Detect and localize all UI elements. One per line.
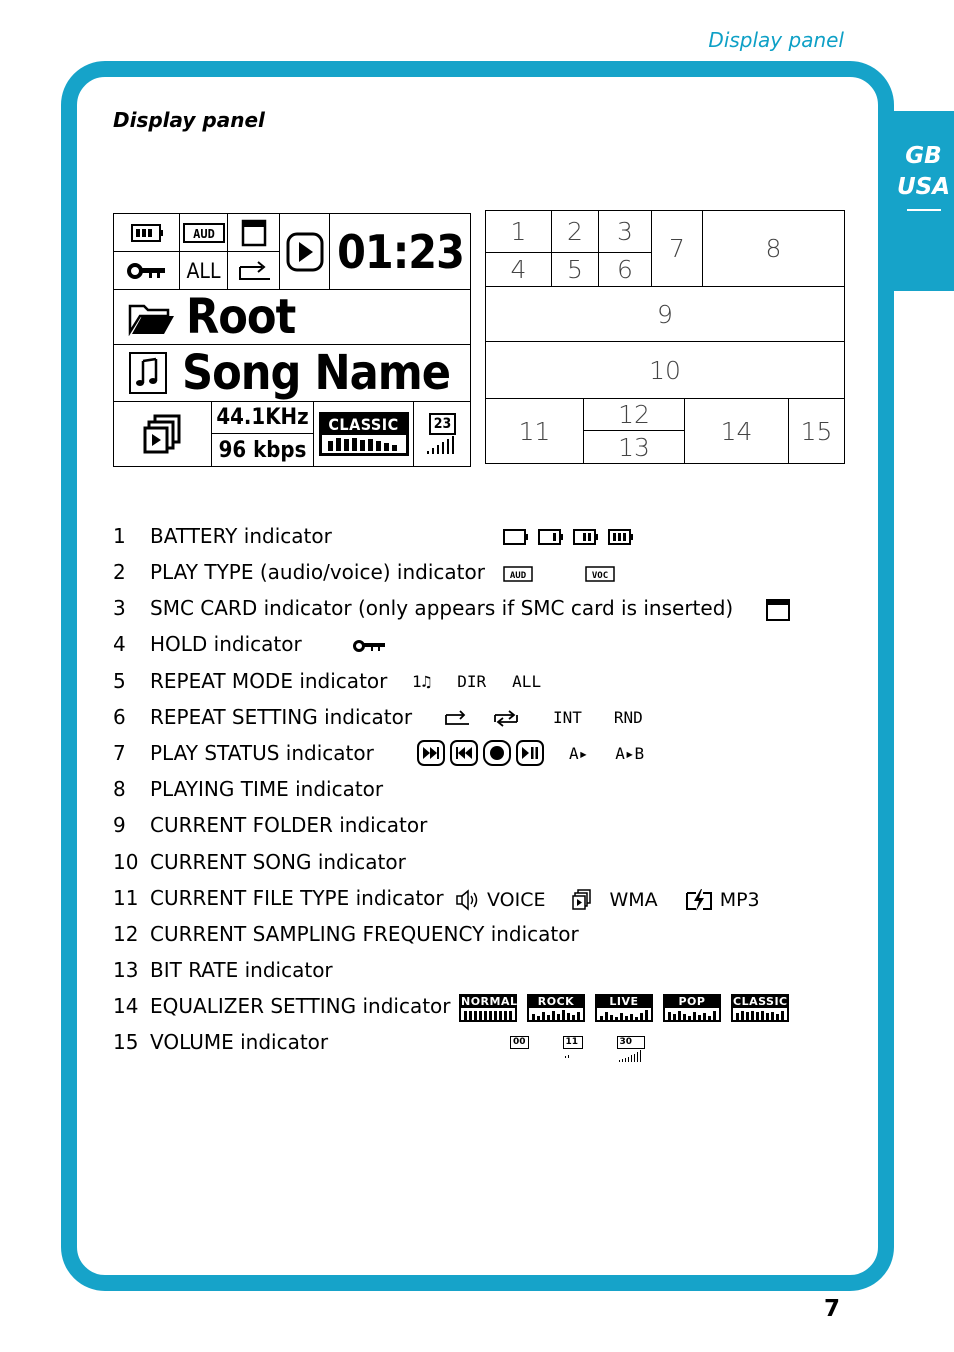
voice-label: VOICE bbox=[487, 889, 546, 911]
volume-indicator bbox=[414, 402, 471, 466]
volume-11-icon: 11 bbox=[563, 1036, 583, 1059]
mp3-file-icon bbox=[684, 887, 714, 913]
battery-full-icon bbox=[608, 528, 634, 546]
bit-rate: 96 kbps bbox=[212, 434, 314, 466]
music-note-icon bbox=[128, 351, 168, 395]
mp3-label: MP3 bbox=[719, 889, 760, 911]
wma-label: WMA bbox=[609, 889, 658, 911]
volume-30-icon: 30 bbox=[617, 1036, 645, 1063]
list-item: 10 CURRENT SONG indicator bbox=[113, 850, 406, 874]
legend-grid bbox=[485, 210, 845, 464]
list-item: 2 PLAY TYPE (audio/voice) indicator bbox=[113, 560, 485, 584]
repeat-setting-options bbox=[443, 708, 643, 727]
play-pause-icon bbox=[516, 740, 544, 766]
voice-speaker-icon bbox=[455, 888, 481, 912]
smc-card-icon bbox=[228, 214, 280, 252]
equalizer-classic bbox=[314, 402, 414, 466]
repeat-setting-icon bbox=[228, 252, 280, 290]
song-row bbox=[114, 345, 471, 402]
list-item: 4 HOLD indicator bbox=[113, 632, 302, 656]
grid-cell-14: 14 bbox=[685, 399, 789, 463]
repeat-arrow-icon bbox=[443, 709, 471, 727]
grid-cell-2: 2 bbox=[552, 211, 599, 253]
volume-value: 23 bbox=[429, 413, 457, 435]
svg-text:AUD: AUD bbox=[192, 226, 215, 241]
aud-icon bbox=[180, 214, 228, 252]
record-icon bbox=[483, 740, 511, 766]
battery-levels bbox=[503, 528, 634, 546]
rewind-icon bbox=[450, 740, 478, 766]
list-item: 1 BATTERY indicator bbox=[113, 524, 332, 548]
repeat-random-icon: RND bbox=[613, 708, 643, 727]
grid-cell-7: 7 bbox=[652, 211, 703, 287]
tab-underline bbox=[907, 209, 941, 211]
section-title: Display panel bbox=[113, 108, 265, 132]
grid-cell-13: 13 bbox=[584, 431, 685, 463]
play-status-options bbox=[417, 740, 644, 766]
repeat-mode-all: ALL bbox=[180, 252, 228, 290]
volume-levels bbox=[510, 1036, 645, 1063]
play-status-icon bbox=[280, 214, 330, 290]
grid-cell-3: 3 bbox=[599, 211, 652, 253]
language-usa: USA bbox=[896, 174, 951, 200]
hold-indicator bbox=[353, 638, 387, 654]
list-item: 15 VOLUME indicator bbox=[113, 1030, 329, 1054]
grid-cell-11: 11 bbox=[486, 399, 584, 463]
eq-classic-icon: CLASSIC bbox=[731, 994, 789, 1022]
battery-mid-icon bbox=[573, 528, 599, 546]
battery-empty-icon bbox=[503, 528, 529, 546]
aud-icon bbox=[503, 566, 533, 582]
repeat-dir-icon: DIR bbox=[457, 672, 487, 691]
list-item: 8 PLAYING TIME indicator bbox=[113, 777, 384, 801]
svg-text:VOC: VOC bbox=[591, 571, 609, 581]
grid-cell-4: 4 bbox=[486, 253, 552, 287]
eq-normal-icon: NORMAL bbox=[459, 994, 517, 1022]
repeat-loop-icon bbox=[491, 709, 521, 727]
repeat-ab-icon: A▸B bbox=[615, 743, 645, 763]
grid-cell-9: 9 bbox=[486, 287, 844, 342]
file-type-options bbox=[455, 887, 760, 913]
folder-row bbox=[114, 290, 471, 345]
current-folder: Root bbox=[186, 289, 296, 345]
repeat-all-icon: ALL bbox=[512, 672, 542, 691]
current-song: Song Name bbox=[182, 345, 451, 401]
fast-forward-icon bbox=[417, 740, 445, 766]
file-type-icon bbox=[114, 402, 212, 466]
repeat-a-icon: A▸ bbox=[569, 743, 589, 763]
language-gb: GB bbox=[905, 143, 942, 169]
list-item: 9 CURRENT FOLDER indicator bbox=[113, 813, 428, 837]
grid-cell-6: 6 bbox=[599, 253, 652, 287]
eq-badge: CLASSIC bbox=[319, 412, 409, 456]
eq-live-icon: LIVE bbox=[595, 994, 653, 1022]
volume-00-icon: 00 bbox=[510, 1036, 529, 1049]
smc-card-icon bbox=[765, 598, 791, 622]
repeat-intro-icon: INT bbox=[553, 708, 582, 727]
page-number: 7 bbox=[824, 1296, 841, 1322]
hold-key-icon bbox=[114, 252, 180, 290]
grid-cell-12: 12 bbox=[584, 399, 685, 431]
list-item: 6 REPEAT SETTING indicator bbox=[113, 705, 413, 729]
grid-cell-10: 10 bbox=[486, 342, 844, 399]
grid-cell-5: 5 bbox=[552, 253, 599, 287]
repeat-mode-options bbox=[412, 672, 541, 691]
play-type-icons bbox=[503, 566, 615, 582]
list-item: 7 PLAY STATUS indicator bbox=[113, 741, 374, 765]
list-item: 14 EQUALIZER SETTING indicator bbox=[113, 994, 451, 1018]
grid-cell-15: 15 bbox=[800, 416, 833, 446]
folder-icon bbox=[128, 298, 176, 336]
list-item: 13 BIT RATE indicator bbox=[113, 958, 333, 982]
lcd-display bbox=[113, 213, 471, 467]
list-item: 11 CURRENT FILE TYPE indicator bbox=[113, 886, 444, 910]
grid-cell-1: 1 bbox=[486, 211, 552, 253]
sampling-frequency: 44.1KHz bbox=[212, 402, 314, 434]
eq-pop-icon: POP bbox=[663, 994, 721, 1022]
equalizer-options bbox=[459, 994, 789, 1022]
voc-icon bbox=[585, 566, 615, 582]
list-item: 3 SMC CARD indicator (only appears if SMC card is inserted) bbox=[113, 596, 734, 620]
battery-icon bbox=[114, 214, 180, 252]
volume-bars-icon bbox=[425, 435, 461, 455]
smc-card-indicator bbox=[765, 598, 791, 622]
battery-low-icon bbox=[538, 528, 564, 546]
eq-rock-icon: ROCK bbox=[527, 994, 585, 1022]
repeat-one-icon: 1♫ bbox=[412, 672, 432, 691]
svg-text:AUD: AUD bbox=[509, 571, 527, 581]
hold-key-icon bbox=[353, 638, 387, 654]
list-item: 5 REPEAT MODE indicator bbox=[113, 669, 388, 693]
wma-file-icon bbox=[572, 889, 592, 911]
running-header-title: Display panel bbox=[708, 28, 844, 52]
language-tab bbox=[893, 111, 954, 291]
grid-cell-8: 8 bbox=[703, 211, 844, 287]
list-item: 12 CURRENT SAMPLING FREQUENCY indicator bbox=[113, 922, 579, 946]
playing-time: 01:23 bbox=[330, 214, 471, 290]
